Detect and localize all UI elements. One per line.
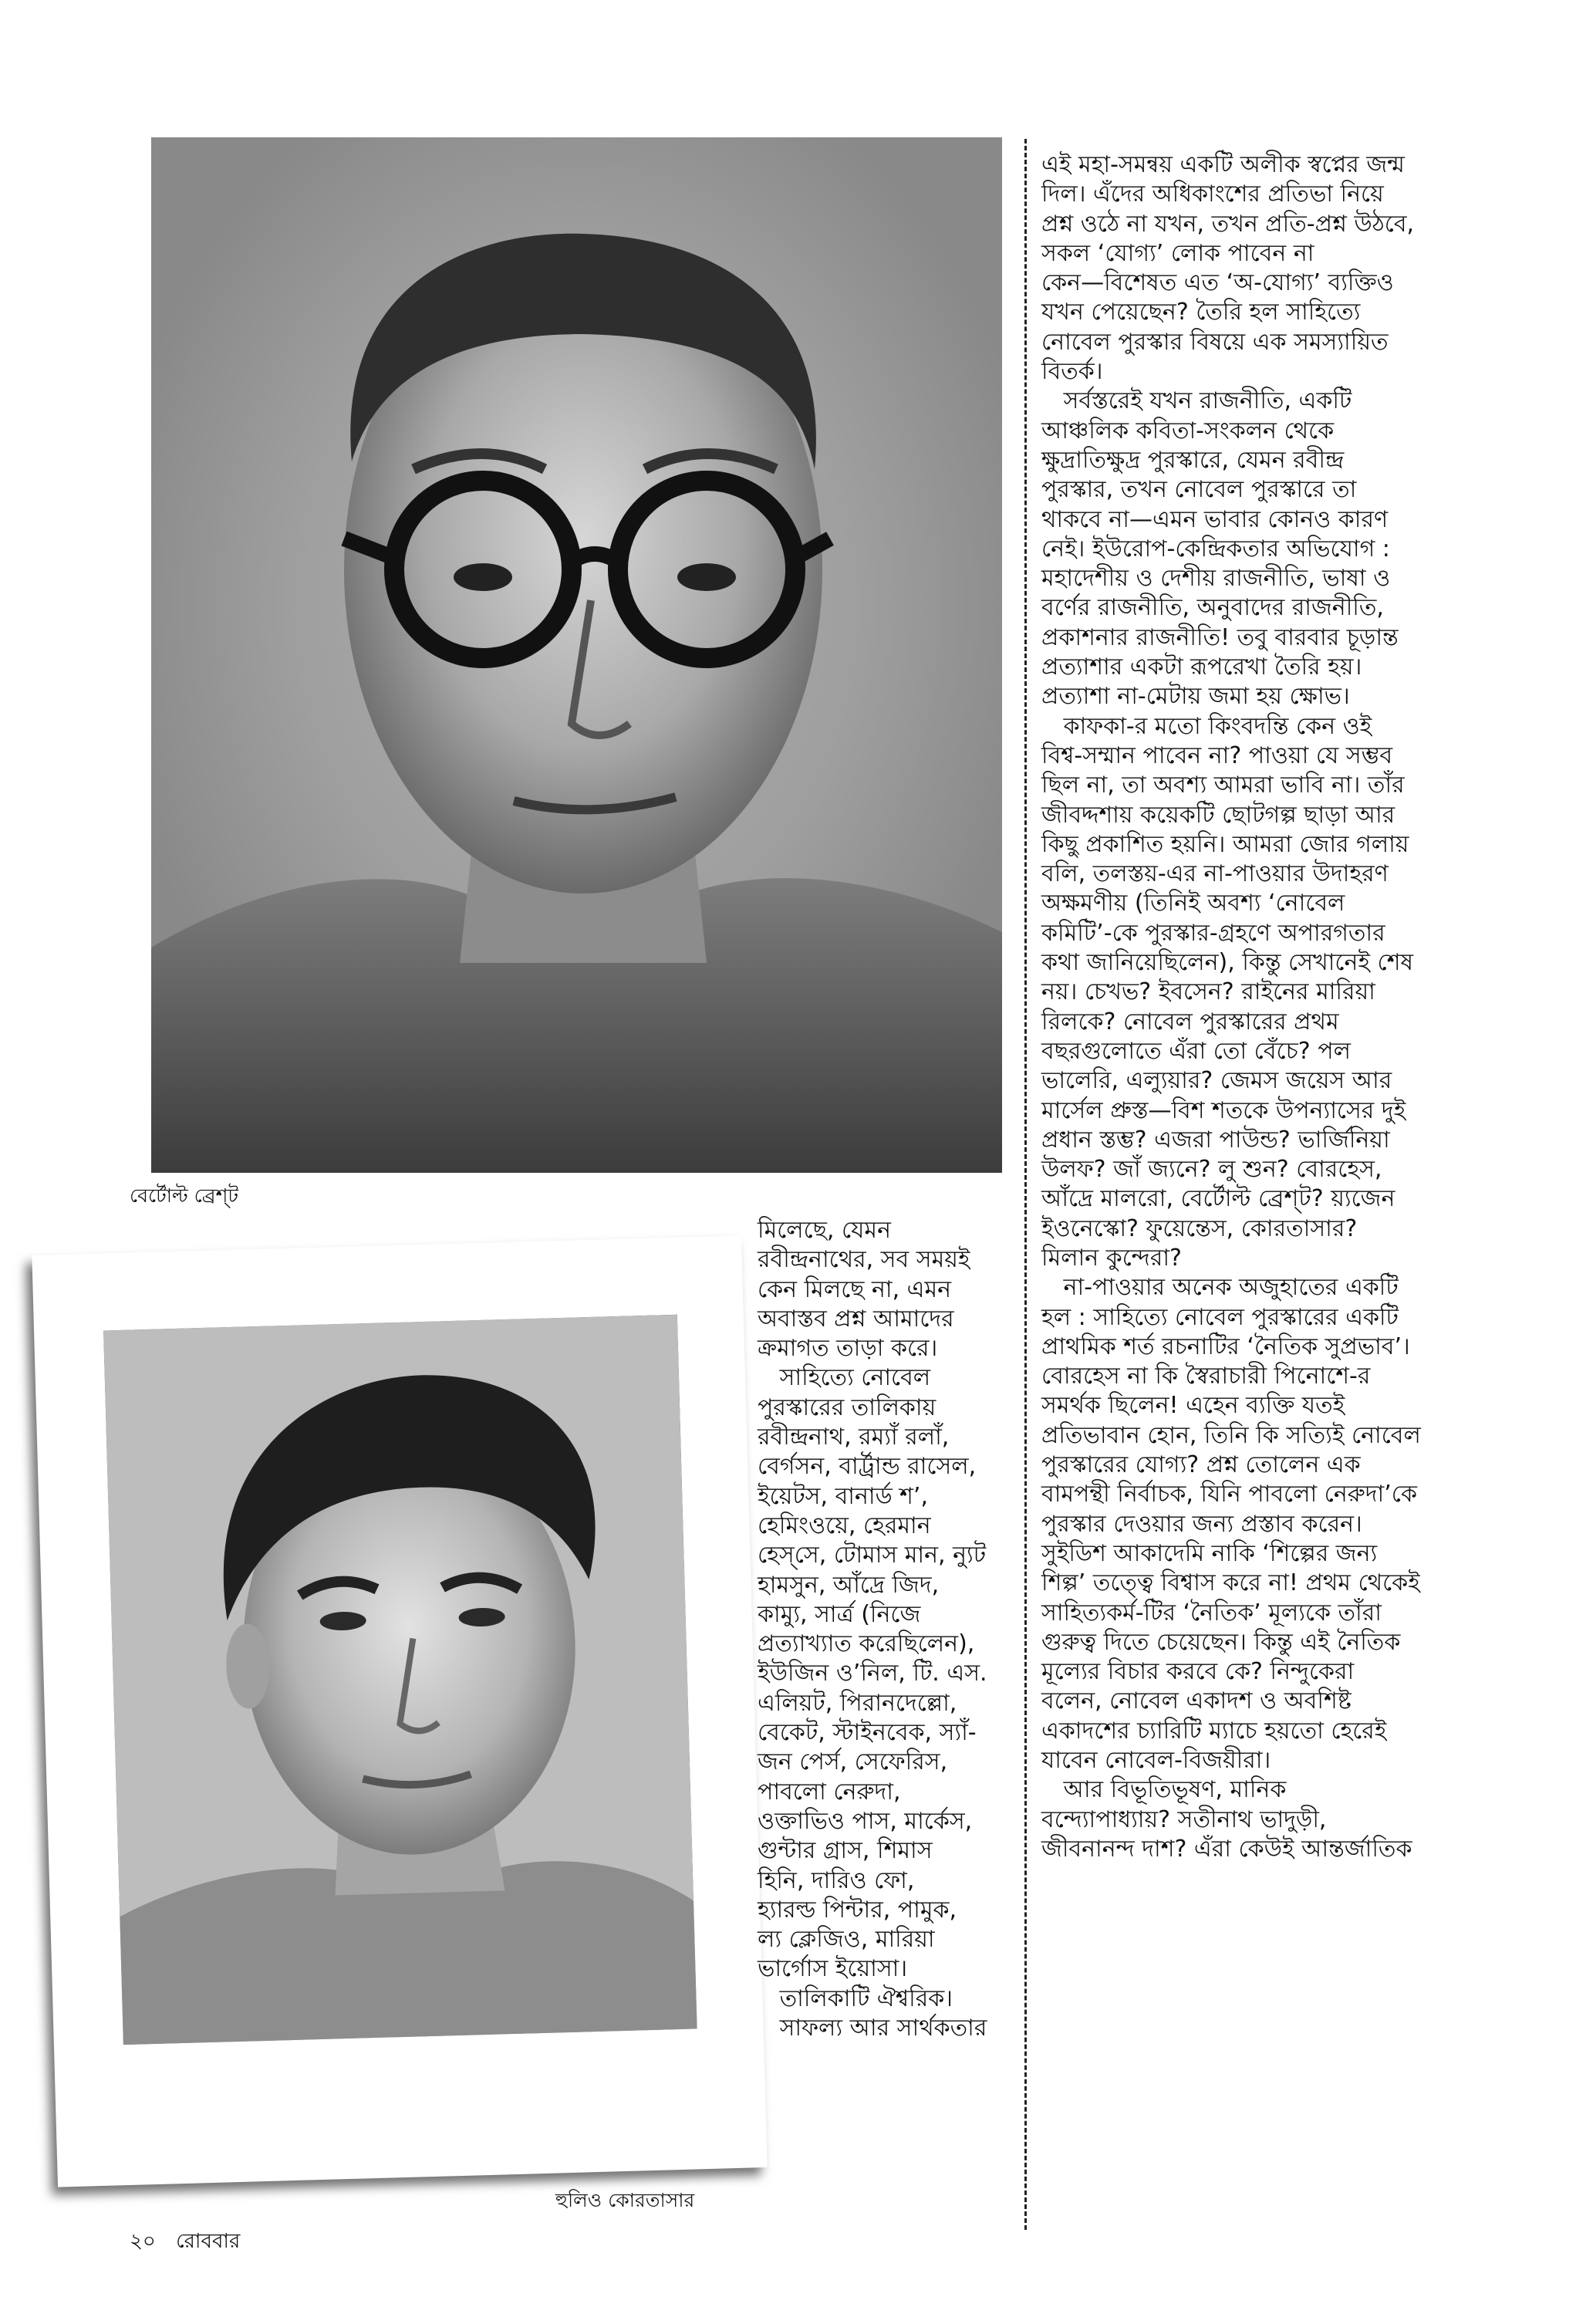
text-line: সাহিত্যে নোবেল: [758, 1364, 931, 1392]
text-line: আর বিভূতিভূষণ, মানিক: [1041, 1776, 1287, 1804]
text-line: প্রত্যাখ্যাত করেছিলেন),: [758, 1630, 975, 1658]
text-line: ইউজিন ও’নিল, টি. এস.: [758, 1660, 987, 1687]
text-line: না-পাওয়ার অনেক অজুহাতের একটি: [1041, 1274, 1399, 1302]
text-line: এলিয়ট, পিরানদেল্লো,: [758, 1689, 957, 1717]
text-line: শিল্প’ তত্ত্বে বিশ্বাস করে না! প্রথম থেকেই: [1041, 1569, 1420, 1597]
text-line: নয়। চেখভ? ইবসেন? রাইনের মারিয়া: [1041, 978, 1375, 1006]
text-line: হ্যারল্ড পিন্টার, পামুক,: [758, 1896, 957, 1924]
text-line: উলফ? জাঁ জ্যনে? লু শুন? বোরহেস,: [1041, 1156, 1382, 1184]
text-line: ছিল না, তা অবশ্য আমরা ভাবি না। তাঁর: [1041, 772, 1405, 799]
photo-caption-cortazar: হুলিও কোরতাসার: [555, 2189, 695, 2211]
text-line: কেন মিলছে না, এমন: [758, 1275, 952, 1303]
text-line: ভালেরি, এল্যুয়ার? জেমস জয়েস আর: [1041, 1067, 1392, 1095]
text-line: মহাদেশীয় ও দেশীয় রাজনীতি, ভাষা ও: [1041, 565, 1391, 593]
text-line: আঁদ্রে মালরো, বের্টোল্ট ব্রেশ্‌ট? য়্যজেন: [1041, 1185, 1395, 1213]
text-line: বোরহেস না কি স্বৈরাচারী পিনোশে-র: [1041, 1363, 1371, 1390]
text-line: গুরুত্ব দিতে চেয়েছেন। কিন্তু এই নৈতিক: [1041, 1628, 1401, 1656]
text-line: প্রাথমিক শর্ত রচনাটির ‘নৈতিক সুপ্রভাব’।: [1041, 1333, 1410, 1360]
magazine-name: রোববার: [176, 2230, 241, 2253]
text-line: থাকবে না—এমন ভাবার কোনও কারণ: [1041, 505, 1389, 533]
text-line: জীবনানন্দ দাশ? এঁরা কেউই আন্তর্জাতিক: [1041, 1835, 1412, 1863]
text-line: প্রধান স্তম্ভ? এজরা পাউন্ড? ভার্জিনিয়া: [1041, 1126, 1390, 1154]
text-line: সাহিত্যকর্ম-টির ‘নৈতিক’ মূল্যকে তাঁরা: [1041, 1599, 1382, 1626]
text-line: বিতর্ক।: [1041, 358, 1103, 386]
page-footer: [130, 2225, 240, 2259]
text-line: বছরগুলোতে এঁরা তো বেঁচে? পল: [1041, 1037, 1351, 1065]
text-line: মূল্যের বিচার করবে কে? নিন্দুকেরা: [1041, 1658, 1355, 1686]
text-line: হল : সাহিত্যে নোবেল পুরস্কারের একটি: [1041, 1303, 1399, 1331]
text-line: ওক্তাভিও পাস, মার্কেস,: [758, 1807, 973, 1835]
cortazar-photo: [103, 1315, 697, 2045]
text-line: কাম্যু, সার্ত্র (নিজে: [758, 1600, 921, 1628]
text-line: সুইডিশ আকাদেমি নাকি ‘শিল্পের জন্য: [1041, 1539, 1378, 1567]
text-line: সর্বস্তরেই যখন রাজনীতি, একটি: [1041, 387, 1352, 415]
text-line: ইওনেস্কো? ফুয়েন্তেস, কোরতাসার?: [1041, 1214, 1358, 1242]
text-line: ক্রমাগত তাড়া করে।: [758, 1335, 938, 1363]
text-line: যাবেন নোবেল-বিজয়ীরা।: [1041, 1747, 1271, 1775]
text-line: প্রত্যাশার একটা রূপরেখা তৈরি হয়।: [1041, 654, 1362, 681]
text-line: অবাস্তব প্রশ্ন আমাদের: [758, 1305, 954, 1333]
cortazar-photo-frame: [32, 1235, 767, 2187]
cortazar-portrait-illustration: [103, 1315, 697, 2045]
text-line: এই মহা-সমন্বয় একটি অলীক স্বপ্নের জন্ম: [1041, 151, 1405, 178]
text-line: নেই। ইউরোপ-কেন্দ্রিকতার অভিযোগ :: [1041, 535, 1390, 562]
text-line: প্রতিভাবান হোন, তিনি কি সত্যিই নোবেল: [1041, 1421, 1421, 1449]
text-line: নোবেল পুরস্কার বিষয়ে এক সমস্যায়িত: [1041, 328, 1389, 356]
text-line: হামসুন, আঁদ্রে জিদ,: [758, 1571, 940, 1599]
photo-caption-brecht: বের্টোল্ট ব্রেশ্‌ট: [130, 1184, 238, 1207]
article-text-right-column: [1041, 150, 1473, 1864]
text-line: হিনি, দারিও ফো,: [758, 1866, 915, 1894]
text-line: জীবদ্দশায় কয়েকটি ছোটগল্প ছাড়া আর: [1041, 801, 1395, 829]
page-number: ২০: [130, 2230, 156, 2253]
text-line: পুরস্কার, তখন নোবেল পুরস্কারে তা: [1041, 476, 1357, 504]
text-line: মার্সেল প্রুস্ত—বিশ শতকে উপন্যাসের দুই: [1041, 1096, 1406, 1124]
text-line: পাবলো নেরুদা,: [758, 1778, 901, 1805]
text-line: প্রকাশনার রাজনীতি! তবু বারবার চূড়ান্ত: [1041, 623, 1399, 651]
text-line: তালিকাটি ঐশ্বরিক।: [758, 1985, 953, 2012]
text-line: ইয়েটস, বানার্ড শ’,: [758, 1482, 929, 1510]
text-line: বলি, তলস্তয়-এর না-পাওয়ার উদাহরণ: [1041, 860, 1389, 888]
text-line: পুরস্কারের যোগ্য? প্রশ্ন তোলেন এক: [1041, 1451, 1361, 1479]
text-line: রবীন্দ্রনাথ, রম্যাঁ রলাঁ,: [758, 1424, 950, 1451]
text-line: হেমিংওয়ে, হেরমান: [758, 1512, 931, 1539]
text-line: কমিটি’-কে পুরস্কার-গ্রহণে অপারগতার: [1041, 919, 1385, 947]
text-line: আঞ্চলিক কবিতা-সংকলন থেকে: [1041, 417, 1335, 444]
text-line: প্রত্যাশা না-মেটায় জমা হয় ক্ষোভ।: [1041, 683, 1350, 711]
text-line: সকল ‘যোগ্য’ লোক পাবেন না: [1041, 239, 1314, 267]
text-line: কাফকা-র মতো কিংবদন্তি কেন ওই: [1041, 712, 1372, 740]
article-text-left-column: [758, 1216, 1012, 2043]
text-line: ল্য ক্লেজিও, মারিয়া: [758, 1926, 935, 1954]
text-line: গুন্টার গ্রাস, শিমাস: [758, 1837, 933, 1865]
text-line: কেন—বিশেষত এত ‘অ-যোগ্য’ ব্যক্তিও: [1041, 269, 1394, 297]
column-divider: [1024, 139, 1027, 2230]
text-line: একাদশের চ্যারিটি ম্যাচে হয়তো হেরেই: [1041, 1717, 1387, 1745]
text-line: বিশ্ব-সম্মান পাবেন না? পাওয়া যে সম্ভব: [1041, 741, 1393, 769]
text-line: হেস্‌সে, টোমাস মান, ন্যুট: [758, 1542, 987, 1569]
text-line: কথা জানিয়েছিলেন), কিন্তু সেখানেই শেষ: [1041, 949, 1413, 977]
text-line: প্রশ্ন ওঠে না যখন, তখন প্রতি-প্রশ্ন উঠবে,: [1041, 210, 1415, 238]
text-line: ভার্গোস ইয়োসা।: [758, 1955, 908, 1983]
text-line: মিলান কুন্দেরা?: [1041, 1244, 1182, 1272]
text-line: পুরস্কারের তালিকায়: [758, 1393, 936, 1421]
text-line: জন পের্স, সেফেরিস,: [758, 1748, 948, 1776]
text-line: বলেন, নোবেল একাদশ ও অবশিষ্ট: [1041, 1687, 1352, 1715]
text-line: বের্গসন, বার্ট্রান্ড রাসেল,: [758, 1453, 977, 1481]
text-line: যখন পেয়েছেন? তৈরি হল সাহিত্যে: [1041, 299, 1361, 326]
text-line: কিছু প্রকাশিত হয়নি। আমরা জোর গলায়: [1041, 830, 1409, 858]
text-line: দিল। এঁদের অধিকাংশের প্রতিভা নিয়ে: [1041, 181, 1384, 208]
brecht-photo: [151, 137, 1002, 1173]
text-line: বামপন্থী নির্বাচক, যিনি পাবলো নেরুদা’কে: [1041, 1481, 1417, 1508]
text-line: বন্দ্যোপাধ্যায়? সতীনাথ ভাদুড়ী,: [1041, 1805, 1327, 1833]
text-line: ক্ষুদ্রাতিক্ষুদ্র পুরস্কারে, যেমন রবীন্দ্র: [1041, 446, 1345, 474]
text-line: রবীন্দ্রনাথের, সব সময়ই: [758, 1246, 970, 1274]
text-line: মিলেছে, যেমন: [758, 1217, 891, 1244]
text-line: সাফল্য আর সার্থকতার: [758, 2015, 987, 2042]
brecht-portrait-illustration: [151, 137, 1002, 1173]
text-line: সমর্থক ছিলেন! এহেন ব্যক্তি যতই: [1041, 1392, 1345, 1420]
text-line: অক্ষমণীয় (তিনিই অবশ্য ‘নোবেল: [1041, 890, 1345, 917]
text-line: বেকেট, স্টাইনবেক, স্যাঁ-: [758, 1719, 977, 1747]
text-line: রিলকে? নোবেল পুরস্কারের প্রথম: [1041, 1008, 1339, 1035]
text-line: বর্ণের রাজনীতি, অনুবাদের রাজনীতি,: [1041, 594, 1384, 622]
text-line: পুরস্কার দেওয়ার জন্য প্রস্তাব করেন।: [1041, 1510, 1362, 1538]
